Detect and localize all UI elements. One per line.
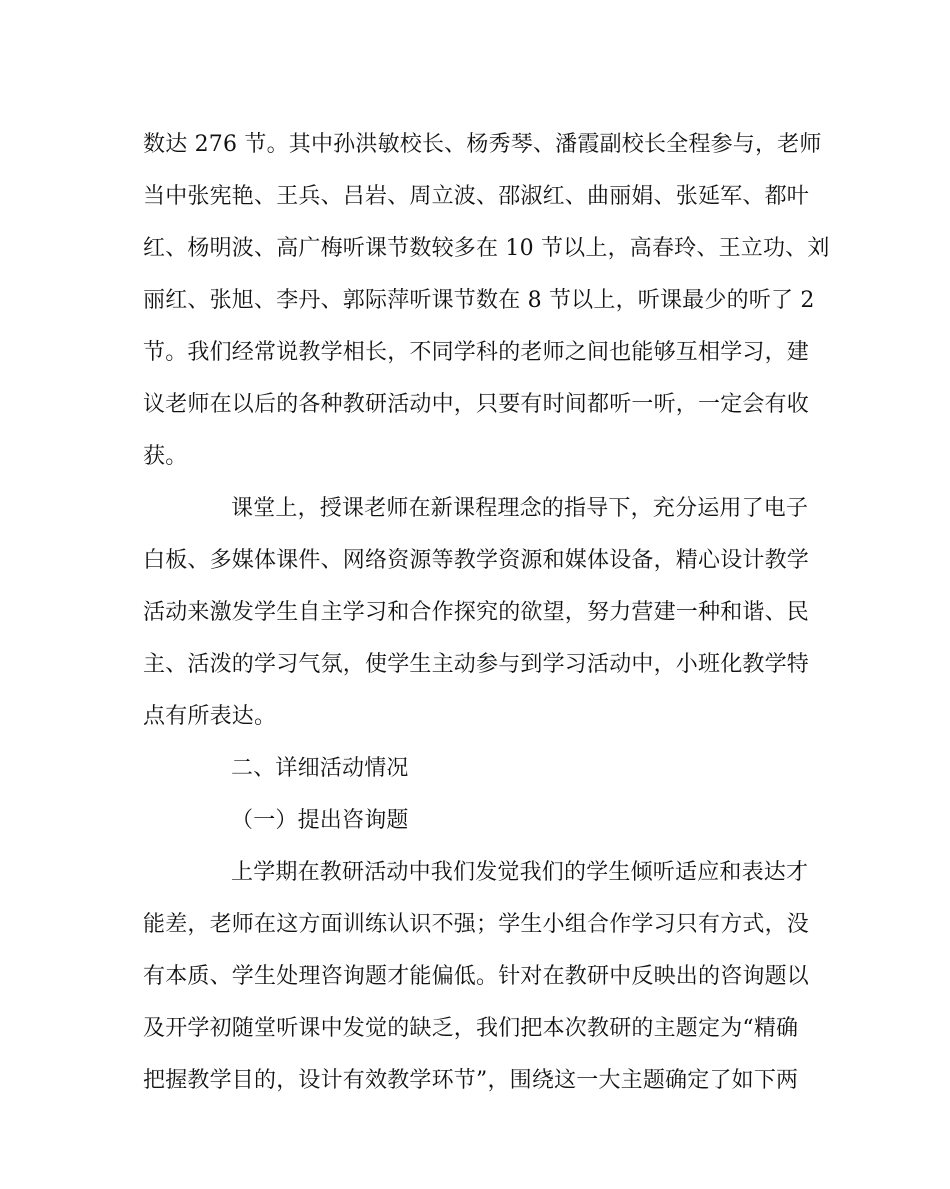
paragraph-line: 点有所表达。 — [143, 704, 277, 729]
paragraph-line: 当中张宪艳、王兵、吕岩、周立波、邵淑红、曲丽娟、张延军、都叶 — [143, 184, 810, 209]
paragraph-line: 有本质、学生处理咨询题才能偏低。针对在教研中反映出的咨询题以 — [143, 964, 810, 989]
paragraph-line: 及开学初随堂听课中发觉的缺乏，我们把本次教研的主题定为“精确 — [143, 1016, 799, 1041]
paragraph-line: 课堂上，授课老师在新课程理念的指导下，充分运用了电子 — [231, 496, 809, 521]
paragraph-line: 获。 — [143, 444, 188, 469]
paragraph-line: 数达 276 节。其中孙洪敏校长、杨秀琴、潘霞副校长全程参与，老师 — [143, 132, 822, 157]
paragraph-line: 节。我们经常说教学相长，不同学科的老师之间也能够互相学习，建 — [143, 340, 810, 365]
paragraph-line: 上学期在教研活动中我们发觉我们的学生倾听适应和表达才 — [231, 860, 809, 885]
paragraph-line: 活动来激发学生自主学习和合作探究的欲望，努力营建一种和谐、民 — [143, 600, 810, 625]
paragraph-line: 把握教学目的，设计有效教学环节”，围绕这一大主题确定了如下两 — [143, 1068, 799, 1093]
paragraph-line: 议老师在以后的各种教研活动中，只要有时间都听一听，一定会有收 — [143, 392, 810, 417]
paragraph-line: 白板、多媒体课件、网络资源等教学资源和媒体设备，精心设计教学 — [143, 548, 810, 573]
subsection-heading: （一）提出咨询题 — [231, 808, 409, 833]
paragraph-line: 主、活泼的学习气氛，使学生主动参与到学习活动中，小班化教学特 — [143, 652, 810, 677]
paragraph-line: 红、杨明波、高广梅听课节数较多在 10 节以上，高春玲、王立功、刘 — [143, 236, 830, 261]
paragraph-line: 丽红、张旭、李丹、郭际萍听课节数在 8 节以上，听课最少的听了 2 — [143, 288, 815, 313]
paragraph-line: 能差，老师在这方面训练认识不强；学生小组合作学习只有方式，没 — [143, 912, 810, 937]
section-heading: 二、详细活动情况 — [231, 756, 409, 781]
